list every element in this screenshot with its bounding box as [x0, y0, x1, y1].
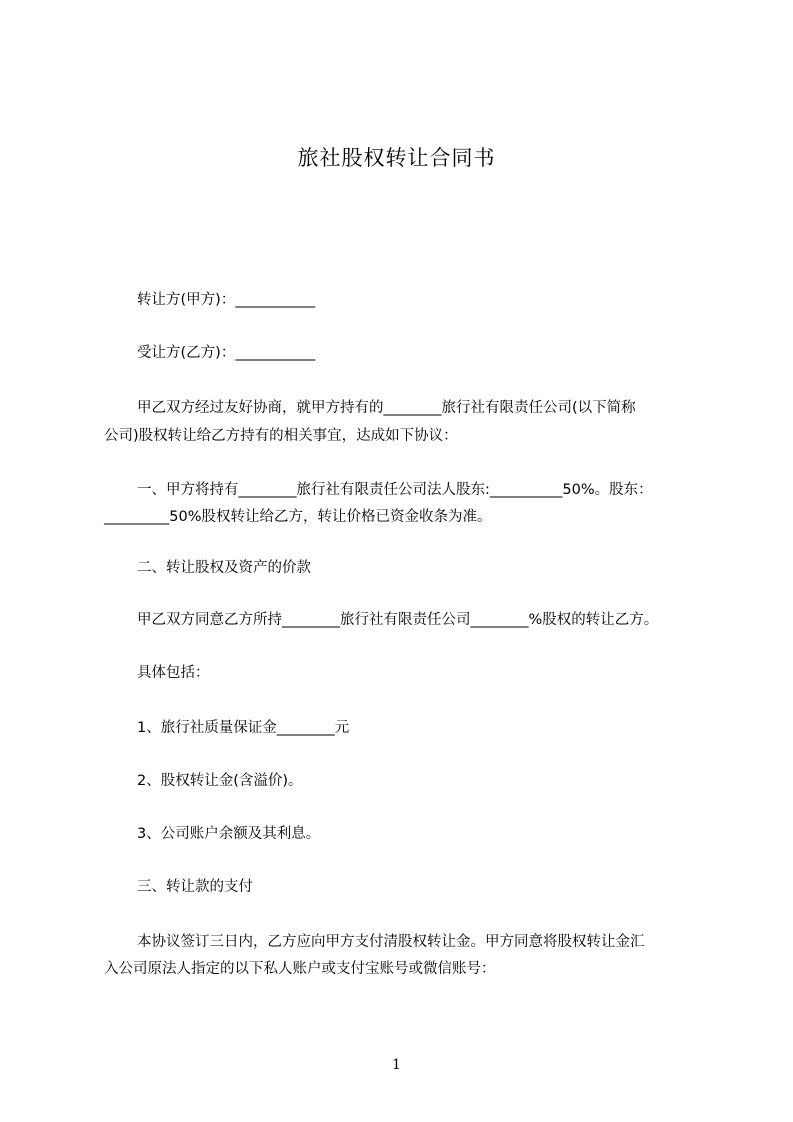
section-2-heading: 二、转让股权及资产的价款	[137, 560, 311, 576]
include-item-1: 1、旅行社质量保证金________元	[137, 720, 350, 736]
section-3-heading: 三、转让款的支付	[137, 879, 253, 895]
intro-paragraph-line-2: 公司)股权转让给乙方持有的相关事宜，达成如下协议：	[104, 428, 458, 444]
clause-1-line-2: _________50%股权转让给乙方，转让价格已资金收条为准。	[104, 509, 492, 525]
transferor-line: 转让方(甲方)：___________	[137, 292, 316, 308]
clause-1-line-1: 一、甲方将持有________旅行社有限责任公司法人股东:__________50%。股东：	[137, 482, 653, 498]
payment-paragraph-line-2: 入公司原法人指定的以下私人账户或支付宝账号或微信账号：	[104, 961, 496, 977]
page-number: 1	[392, 1057, 401, 1073]
section-2-paragraph: 甲乙双方同意乙方所持________旅行社有限责任公司________%股权的转让乙方。	[137, 612, 659, 628]
include-item-3: 3、公司账户余额及其利息。	[137, 826, 321, 842]
intro-paragraph-line-1: 甲乙双方经过友好协商，就甲方持有的________旅行社有限责任公司(以下简称	[137, 400, 636, 416]
document-title: 旅社股权转让合同书	[297, 146, 496, 170]
payment-paragraph-line-1: 本协议签订三日内，乙方应向甲方支付清股权转让金。甲方同意将股权转让金汇	[137, 934, 645, 950]
includes-heading: 具体包括：	[137, 665, 210, 681]
transferee-line: 受让方(乙方)：___________	[137, 345, 316, 361]
include-item-2: 2、股权转让金(含溢价)。	[137, 773, 303, 789]
